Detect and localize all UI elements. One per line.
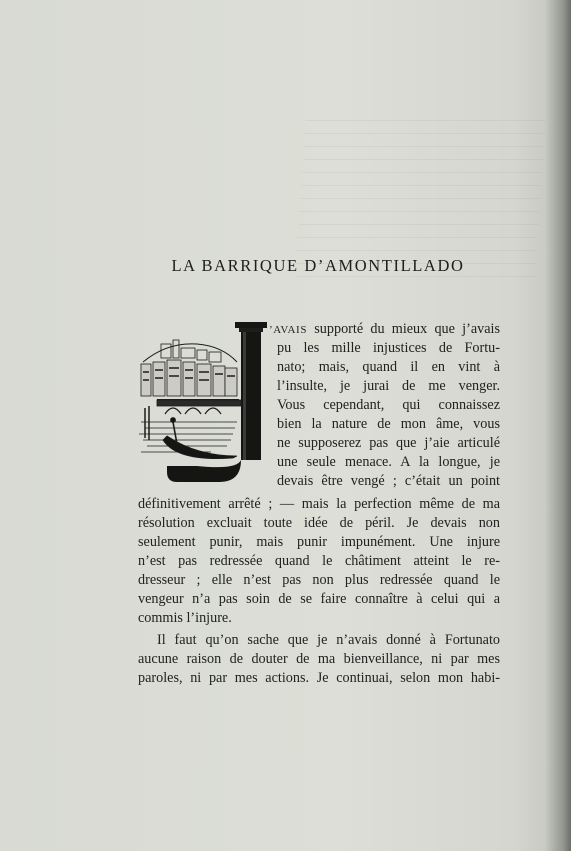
text-line: résolution excluait toute idée de péril. Je devais non — [138, 515, 500, 531]
text-line: pu les mille injustices de Fortu- — [277, 340, 500, 356]
text-line: n’est pas redressée quand le châtiment atteint le re- — [138, 553, 500, 569]
text-line: dresseur ; elle n’est pas non plus redressée quand le — [138, 572, 500, 588]
dropcap-scene — [139, 340, 241, 459]
text-line: l’insulte, je jurai de me venger. — [277, 378, 500, 394]
text-line: paroles, ni par mes actions. Je continuai, selon mon habi- — [138, 670, 500, 686]
text-line: Il faut qu’on sache que je n’avais donné à Fortunato — [157, 632, 500, 648]
text-line — [269, 320, 500, 339]
text-line: seulement punir, mais punir impunément. Une injure — [138, 534, 500, 550]
text-line: définitivement arrêté ; — mais la perfection même de ma — [138, 496, 500, 512]
dropcap-illustration — [137, 322, 267, 482]
first-line-rest: supporté du mieux que j’avais — [307, 321, 500, 337]
text-line: nato; mais, quand il en vint à — [277, 359, 500, 375]
text-line: Vous cependant, qui connaissez — [277, 397, 500, 413]
text-line: bien la nature de mon âme, vous — [277, 416, 500, 432]
text-line: aucune raison de douter de ma bienveillance, ni par mes — [138, 651, 500, 667]
page-edge-shadow — [545, 0, 571, 851]
text-line: vengeur n’a pas soin de se faire connaître à celui qui a — [138, 591, 500, 607]
story-title: LA BARRIQUE D’AMONTILLADO — [171, 256, 465, 275]
first-word-smallcaps: ’AVAIS — [269, 324, 308, 336]
text-line: ne supposerez pas que j’aie articulé — [277, 435, 500, 451]
text-line: commis l’injure. — [138, 610, 232, 626]
text-line: une seule menace. A la longue, je — [277, 454, 500, 470]
text-line: devais être vengé ; c’était un point — [277, 473, 500, 489]
